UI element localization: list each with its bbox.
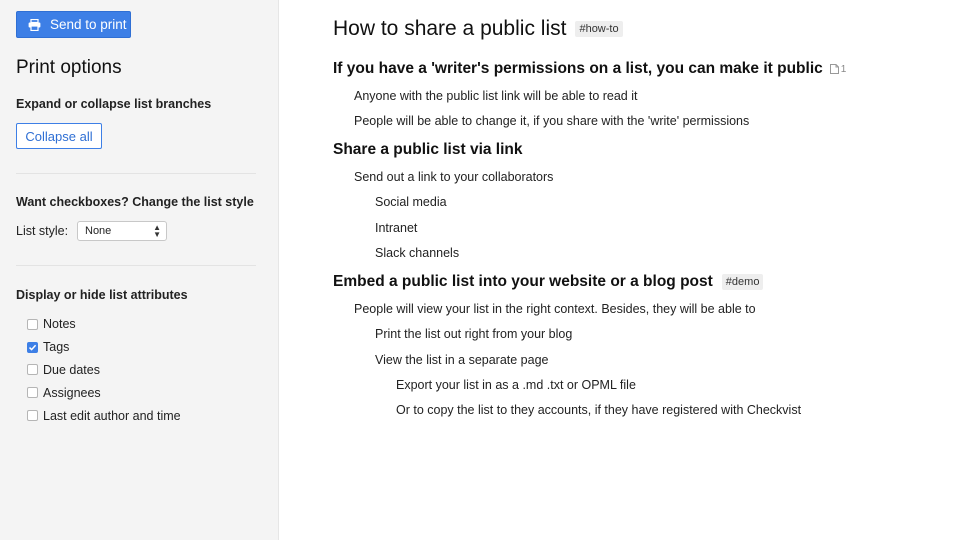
list-style-label: List style:	[16, 224, 69, 238]
attributes-list	[27, 313, 181, 427]
notes-checkbox[interactable]	[27, 319, 38, 330]
list-item: People will be able to change it, if you share with the 'write' permissions	[354, 114, 750, 128]
attribute-tags[interactable]	[27, 336, 181, 359]
attribute-due-dates[interactable]	[27, 359, 181, 382]
select-arrows-icon: ▲ ▼	[153, 223, 161, 239]
collapse-all-button[interactable]: Collapse all	[16, 123, 102, 149]
list-item: Or to copy the list to they accounts, if they have registered with Checkvist	[396, 403, 802, 417]
section-heading	[333, 60, 846, 78]
list-item: Social media	[375, 195, 447, 209]
attribute-label: Tags	[43, 340, 70, 355]
list-item: Intranet	[375, 221, 418, 235]
last-edit-checkbox[interactable]	[27, 410, 38, 421]
section-heading-text: Embed a public list into your website or a blog post	[333, 273, 713, 290]
list-item: People will view your list in the right context. Besides, they will be able to	[354, 302, 756, 316]
list-item: Print the list out right from your blog	[375, 327, 573, 341]
note-icon	[830, 64, 839, 74]
attribute-label: Assignees	[43, 385, 101, 400]
list-title-row	[333, 17, 623, 41]
send-to-print-button[interactable]	[16, 11, 131, 38]
list-item: View the list in a separate page	[375, 353, 549, 367]
note-count: 1	[840, 63, 847, 75]
list-item: Anyone with the public list link will be able to read it	[354, 89, 638, 103]
send-to-print-label: Send to print	[50, 17, 127, 32]
title-tag[interactable]: #how-to	[575, 21, 622, 37]
expand-collapse-label: Expand or collapse list branches	[16, 97, 212, 111]
attribute-label: Notes	[43, 317, 76, 332]
divider	[16, 173, 256, 174]
check-icon	[28, 343, 37, 352]
section-heading-text: If you have a 'writer's permissions on a list, you can make it public	[333, 60, 823, 77]
attribute-label: Last edit author and time	[43, 408, 181, 423]
list-style-value: None	[85, 225, 112, 237]
print-sidebar	[0, 0, 279, 540]
section-heading	[333, 273, 763, 291]
tags-checkbox[interactable]	[27, 342, 38, 353]
list-item: Slack channels	[375, 246, 460, 260]
list-style-select[interactable]	[77, 221, 167, 241]
divider	[16, 265, 256, 266]
list-preview	[333, 0, 953, 540]
section-heading: Share a public list via link	[333, 141, 523, 158]
attribute-label: Due dates	[43, 362, 100, 377]
print-options-heading: Print options	[16, 57, 122, 78]
demo-tag[interactable]: #demo	[722, 274, 764, 290]
attribute-notes[interactable]	[27, 313, 181, 336]
printer-icon	[28, 19, 41, 31]
list-title: How to share a public list	[333, 17, 567, 40]
attribute-assignees[interactable]	[27, 381, 181, 404]
due-dates-checkbox[interactable]	[27, 364, 38, 375]
attributes-label: Display or hide list attributes	[16, 288, 188, 302]
assignees-checkbox[interactable]	[27, 387, 38, 398]
checkbox-style-label: Want checkboxes? Change the list style	[16, 195, 254, 209]
list-item: Send out a link to your collaborators	[354, 170, 554, 184]
attribute-last-edit[interactable]	[27, 404, 181, 427]
note-indicator[interactable]	[830, 64, 847, 75]
list-item: Export your list in as a .md .txt or OPML file	[396, 378, 636, 392]
